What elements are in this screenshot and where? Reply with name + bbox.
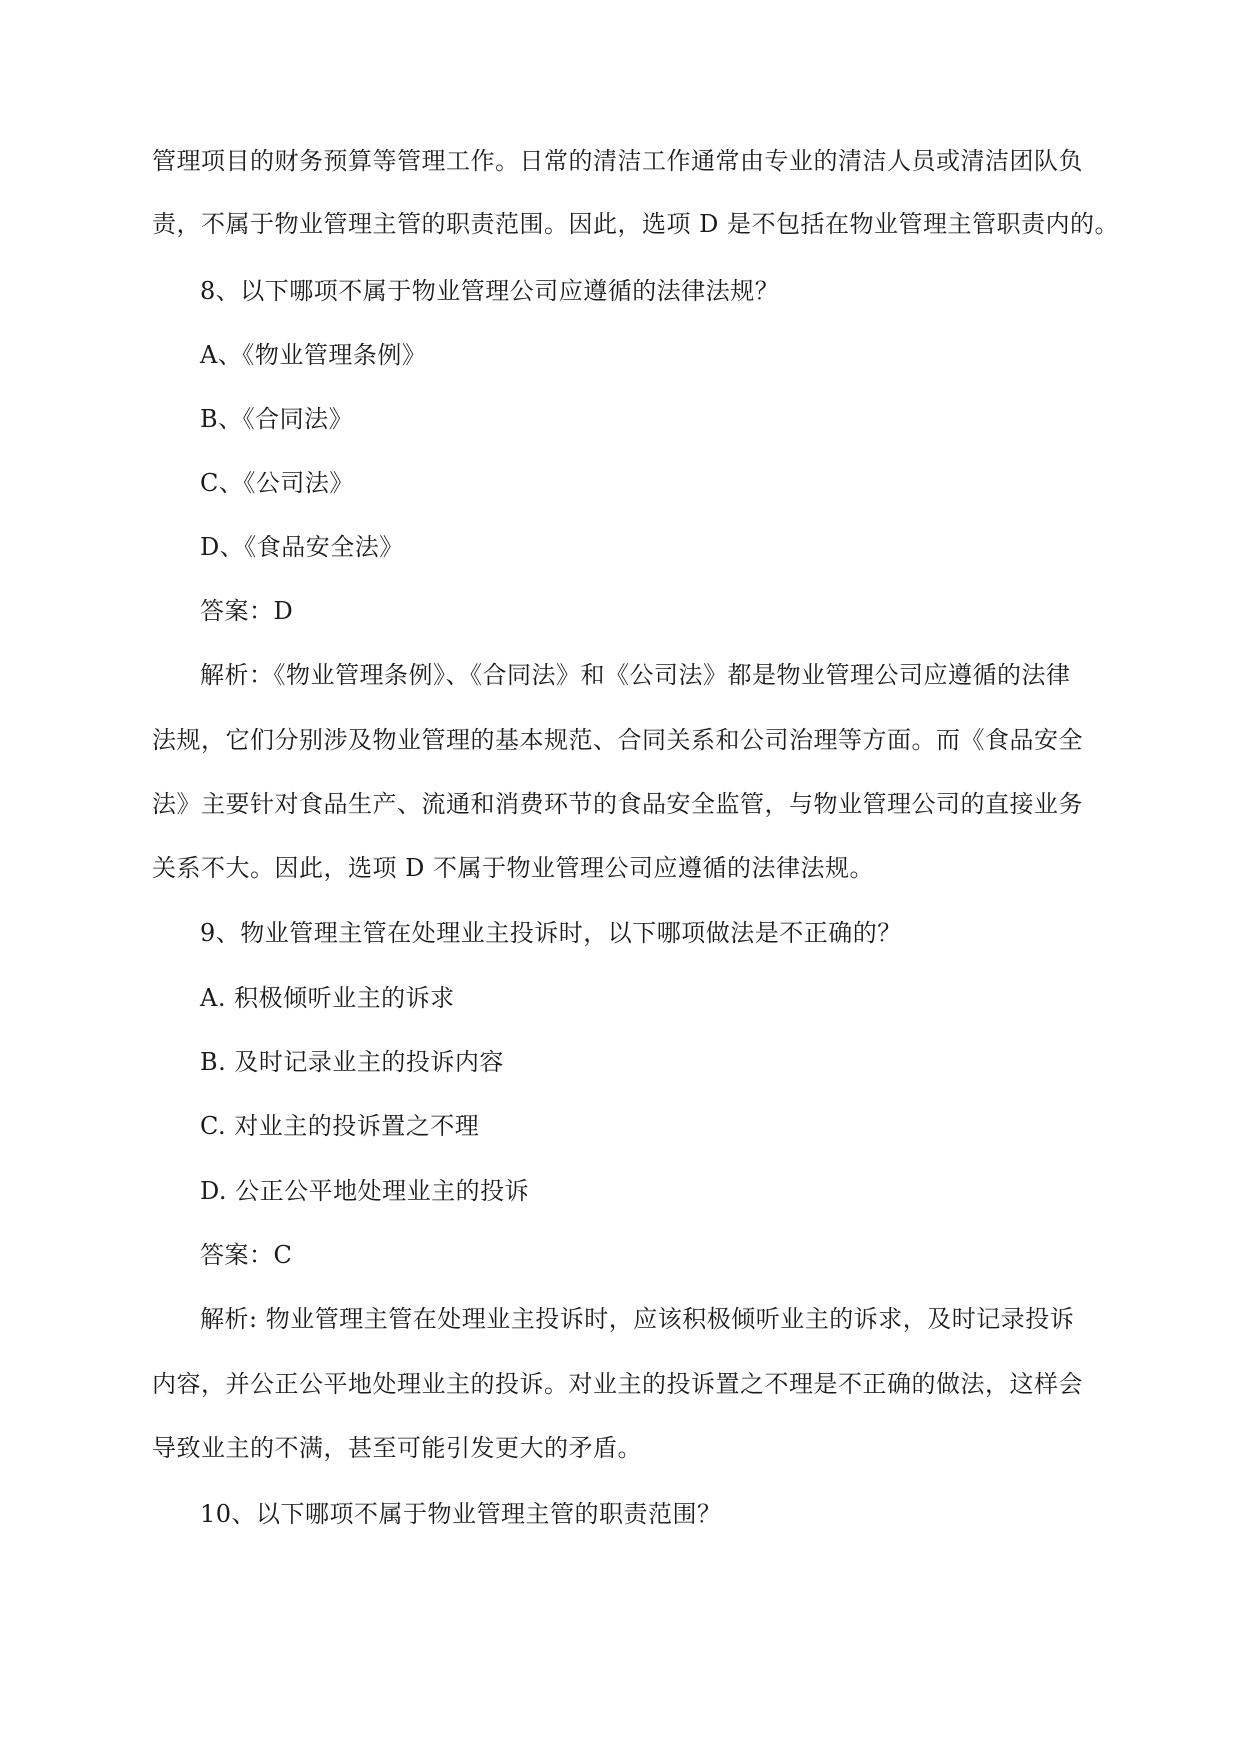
explanation-8-line-3: 法》主要针对食品生产、流通和消费环节的食品安全监管，与物业管理公司的直接业务 — [152, 790, 1083, 818]
explanation-8-line-4: 关系不大。因此，选项 D 不属于物业管理公司应遵循的法律法规。 — [152, 854, 874, 882]
explanation-9-line-3: 导致业主的不满，甚至可能引发更大的矛盾。 — [152, 1434, 642, 1462]
explanation-8-line-1: 解析：《物业管理条例》、《合同法》和《公司法》都是物业管理公司应遵循的法律 — [200, 661, 1071, 689]
explanation-9-line-2: 内容，并公正公平地处理业主的投诉。对业主的投诉置之不理是不正确的做法，这样会 — [152, 1370, 1083, 1398]
explanation-7-line-1: 管理项目的财务预算等管理工作。日常的清洁工作通常由专业的清洁人员或清洁团队负 — [152, 147, 1083, 175]
question-9-option-a: A. 积极倾听业主的诉求 — [200, 984, 455, 1012]
question-8-option-d: D、《食品安全法》 — [200, 533, 404, 561]
question-8-answer: 答案：D — [200, 597, 294, 625]
question-8: 8、以下哪项不属于物业管理公司应遵循的法律法规？ — [200, 277, 780, 305]
question-8-option-a: A、《物业管理条例》 — [200, 341, 427, 369]
question-9-option-c: C. 对业主的投诉置之不理 — [200, 1112, 480, 1140]
question-8-option-c: C、《公司法》 — [200, 469, 354, 497]
question-9-option-d: D. 公正公平地处理业主的投诉 — [200, 1177, 530, 1205]
explanation-9-line-1: 解析: 物业管理主管在处理业主投诉时，应该积极倾听业主的诉求，及时记录投诉 — [200, 1305, 1075, 1333]
question-9: 9、物业管理主管在处理业主投诉时，以下哪项做法是不正确的？ — [200, 919, 902, 947]
question-9-option-b: B. 及时记录业主的投诉内容 — [200, 1048, 504, 1076]
question-10: 10、以下哪项不属于物业管理主管的职责范围？ — [200, 1500, 722, 1528]
question-9-answer: 答案：C — [200, 1241, 293, 1269]
explanation-7-line-2: 责，不属于物业管理主管的职责范围。因此，选项 D 是不包括在物业管理主管职责内的。 — [152, 210, 1119, 238]
explanation-8-line-2: 法规，它们分别涉及物业管理的基本规范、合同关系和公司治理等方面。而《食品安全 — [152, 726, 1083, 754]
question-8-option-b: B、《合同法》 — [200, 405, 354, 433]
